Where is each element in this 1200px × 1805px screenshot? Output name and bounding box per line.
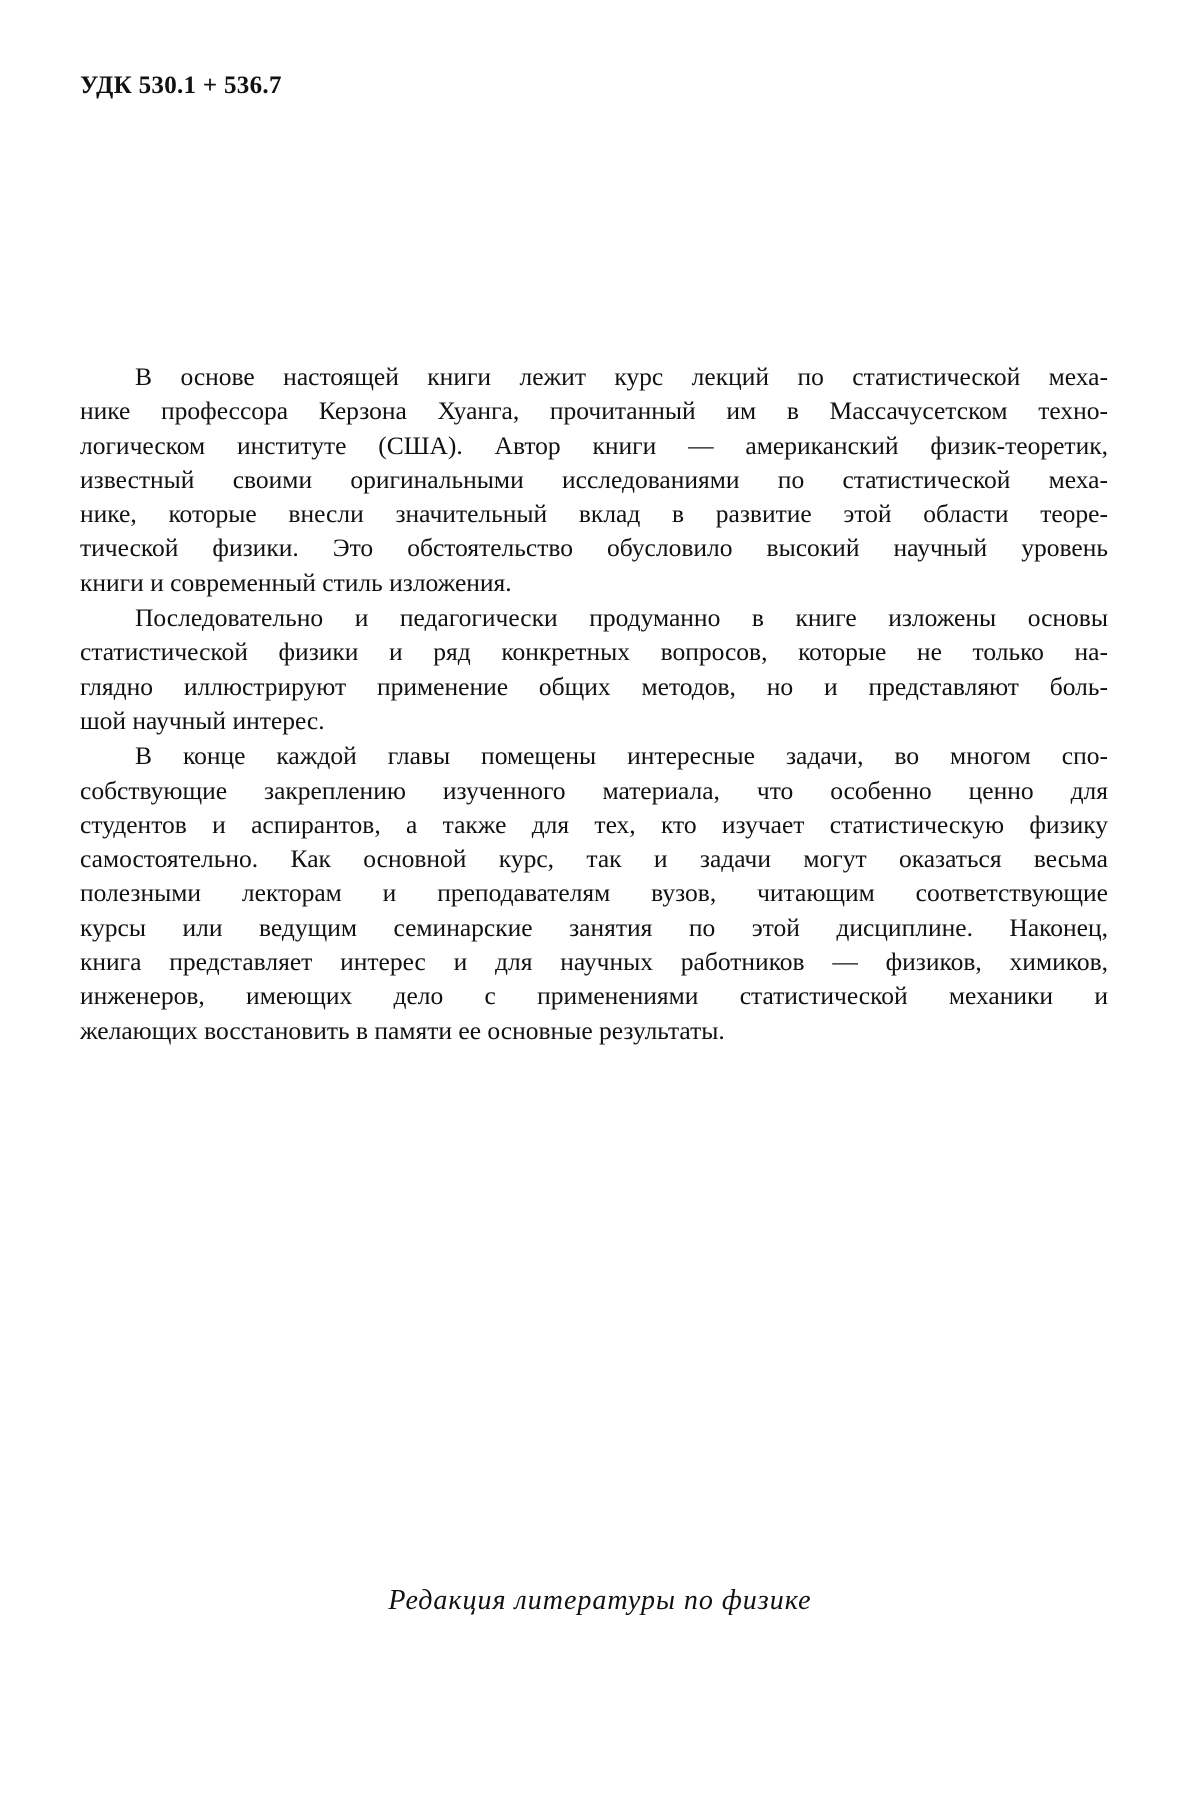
text-line: инженеров, имеющих дело с применениями статистической механики и — [80, 981, 1108, 1011]
text-line: В конце каждой главы помещены интересные задачи, во многом спо- — [135, 741, 1108, 771]
text-line: полезными лекторам и преподавателям вузов, читающим соответствующие — [80, 878, 1108, 908]
text-line: самостоятельно. Как основной курс, так и задачи могут оказаться весьма — [80, 844, 1108, 874]
paragraph — [80, 739, 1108, 1048]
text-line: студентов и аспирантов, а также для тех, кто изучает статистическую физику — [80, 809, 1108, 839]
udk-classification: УДК 530.1 + 536.7 — [80, 72, 282, 99]
paragraph — [80, 360, 1108, 600]
text-line: В основе настоящей книги лежит курс лекций по статистической меха- — [135, 362, 1108, 391]
paragraph — [80, 601, 1108, 738]
text-line: логическом институте (США). Автор книги — американский физик-теоретик, — [80, 430, 1108, 460]
text-line: нике профессора Керзона Хуанга, прочитанный им в Массачусетском техно- — [80, 396, 1108, 426]
text-line: книги и современный стиль изложения. — [80, 567, 512, 597]
text-line: желающих восстановить в памяти ее основные результаты. — [80, 1015, 725, 1045]
text-line: нике, которые внесли значительный вклад в развитие этой области теоре- — [80, 499, 1108, 529]
text-line: статистической физики и ряд конкретных вопросов, которые не только на- — [80, 637, 1108, 667]
annotation-text — [80, 360, 1108, 1048]
text-line: шой научный интерес. — [80, 705, 325, 735]
text-line: Последовательно и педагогически продуманно в книге изложены основы — [135, 603, 1108, 633]
text-line: известный своими оригинальными исследованиями по статистической меха- — [80, 464, 1108, 494]
text-line: тической физики. Это обстоятельство обусловило высокий научный уровень — [80, 533, 1108, 563]
text-line: собствующие закреплению изученного материала, что особенно ценно для — [80, 775, 1108, 805]
publisher-imprint: Редакция литературы по физике — [388, 1585, 812, 1616]
text-line: курсы или ведущим семинарские занятия по этой дисциплине. Наконец, — [80, 912, 1108, 942]
text-line: книга представляет интерес и для научных работников — физиков, химиков, — [80, 947, 1108, 977]
text-line: глядно иллюстрируют применение общих методов, но и представляют боль- — [80, 671, 1108, 701]
